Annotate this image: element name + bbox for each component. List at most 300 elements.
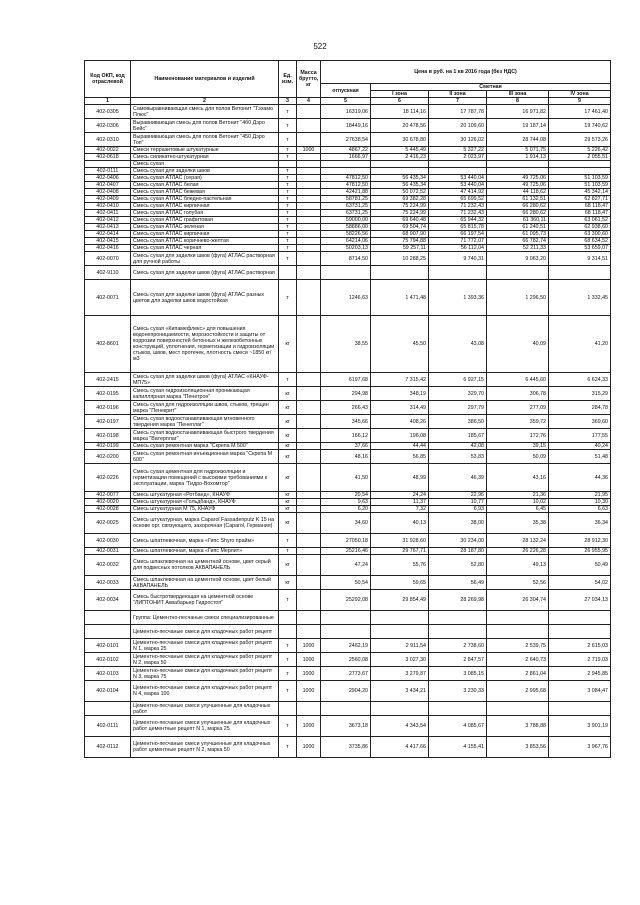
row-code: 402-0102 [85,653,131,667]
row-name: Смесь шпатлевочная, марка «Гипс Мерлит» [131,548,279,555]
col-num: 6 [371,98,429,105]
row-price-zone-4: 2 719,03 [549,653,611,667]
row-price-zone-2: 9 740,31 [429,252,487,266]
row-code: 402-0034 [85,590,131,611]
row-price-zone-4: 44,36 [549,464,611,492]
row-price-zone-1: 56,85 [371,450,429,464]
row-price-zone-3: 19 187,14 [487,119,549,133]
row-price-zone-1 [371,702,429,716]
row-price-otpusk: 16319,06 [321,105,371,119]
row-code: 402-0104 [85,681,131,702]
row-price-zone-3 [487,168,549,175]
col-num: 1 [85,98,131,105]
row-price-zone-2: 30 126,02 [429,133,487,147]
table-row [85,175,611,182]
row-price-zone-4: 68 634,52 [549,238,611,245]
row-price-zone-3: 61 360,11 [487,217,549,224]
row-unit: т [279,737,297,758]
table-row [85,266,611,280]
row-unit: т [279,238,297,245]
row-price-otpusk: 48,16 [321,450,371,464]
row-price-zone-4: 40,24 [549,443,611,450]
row-price-zone-2: 17 787,78 [429,105,487,119]
row-price-zone-3: 2 539,75 [487,639,549,653]
row-code: 402-0195 [85,387,131,401]
row-mass [297,217,321,224]
row-mass [297,266,321,280]
table-row [85,217,611,224]
row-price-zone-4: 21,95 [549,492,611,499]
row-price-otpusk: 2904,20 [321,681,371,702]
row-price-zone-3: 10,02 [487,499,549,506]
row-price-zone-1: 29 854,49 [371,590,429,611]
row-price-zone-4: 29 573,26 [549,133,611,147]
row-name: Смесь шпаклевочная на цементной основе, цвет белый АКВАПАНЕЛЬ [131,576,279,590]
row-name: Цементно-песчаные смеси для кладочных работ рецепт N 3, марка 75 [131,667,279,681]
row-price-zone-3: 61 240,51 [487,224,549,231]
row-code: 402-0310 [85,133,131,147]
row-price-zone-4: 50,49 [549,555,611,576]
row-name: Смесь сухая для заделки швов [131,168,279,175]
row-price-otpusk: 266,43 [321,401,371,415]
row-mass [297,611,321,625]
row-name: Цементно-песчаные смеси улучшенные для кладочных работ цементные рецепт N 2, марка 50 [131,737,279,758]
row-price-otpusk: 59000,00 [321,217,371,224]
row-name: Смесь сухая ремонтная марка "Скрепа М 500" [131,443,279,450]
row-price-zone-3: 61 095,73 [487,231,549,238]
row-price-zone-2: 1 393,36 [429,280,487,316]
row-price-zone-2: 4 155,41 [429,737,487,758]
row-price-zone-1: 10 288,25 [371,252,429,266]
row-unit: кг [279,513,297,534]
row-price-otpusk: 27638,54 [321,133,371,147]
row-mass [297,133,321,147]
row-price-zone-3: 49,13 [487,555,549,576]
row-price-zone-3: 359,72 [487,415,549,429]
row-price-zone-1: 69 640,48 [371,217,429,224]
row-price-zone-1: 4 343,54 [371,716,429,737]
row-price-zone-1: 7 315,42 [371,373,429,387]
row-price-zone-2: 6 927,15 [429,373,487,387]
row-price-zone-3: 3 853,56 [487,737,549,758]
row-unit: т [279,667,297,681]
row-price-zone-1: 3 279,87 [371,667,429,681]
row-price-zone-2: 3 085,15 [429,667,487,681]
row-name: Цементно-песчаные смеси улучшенные для кладочных работ цементные рецепт N 1, марка 25 [131,716,279,737]
row-mass [297,401,321,415]
row-mass [297,513,321,534]
row-code: 402-0111 [85,716,131,737]
row-unit: т [279,231,297,238]
row-price-zone-2: 46,39 [429,464,487,492]
row-price-otpusk: 42421,88 [321,189,371,196]
row-price-zone-1: 68 907,90 [371,231,429,238]
row-price-otpusk [321,611,371,625]
row-code: 402-0020 [85,499,131,506]
row-mass: 1000 [297,653,321,667]
table-row [85,373,611,387]
table-row [85,182,611,189]
row-name: Выравнивающая смесь для полов Ветонит "4б0 Дэро Бейс" [131,119,279,133]
row-price-otpusk: 38,55 [321,316,371,373]
row-price-zone-2: 28 269,98 [429,590,487,611]
row-price-zone-4: 2 055,51 [549,154,611,161]
row-mass [297,196,321,203]
row-code: 402-0071 [85,280,131,316]
row-name: Смесь шпаклевочная на цементной основе, цвет серый для подвесных потолков АКВАПАНЕЛЬ [131,555,279,576]
row-price-otpusk: 4867,22 [321,147,371,154]
row-unit: кг [279,450,297,464]
row-name: Смесь штукатурная, марка Caparol Fassadenputz K 15 на основе орг. связующего, захорочная (Caparol, Германия) [131,513,279,534]
row-price-otpusk: 63731,25 [321,210,371,217]
row-price-zone-4: 62 938,60 [549,224,611,231]
col-num: 9 [549,98,611,105]
row-price-otpusk: 2462,19 [321,639,371,653]
row-mass [297,625,321,639]
row-code: 402-0030 [85,534,131,548]
row-price-zone-3: 306,78 [487,387,549,401]
row-price-otpusk: 34,60 [321,513,371,534]
row-price-otpusk: 1246,63 [321,280,371,316]
row-name: Смесь сухая гидроизоляционная проникающая капиллярная марка "Пенетрон" [131,387,279,401]
row-mass [297,119,321,133]
row-price-zone-3: 44 118,62 [487,189,549,196]
row-price-zone-3: 26 226,28 [487,548,549,555]
table-row [85,667,611,681]
row-price-zone-3 [487,161,549,168]
row-price-zone-1 [371,625,429,639]
table-row [85,576,611,590]
row-code: 402-0196 [85,401,131,415]
row-price-zone-3: 40,09 [487,316,549,373]
table-row [85,147,611,154]
row-price-zone-4: 62 827,71 [549,196,611,203]
row-price-zone-4 [549,168,611,175]
row-price-zone-1: 196,08 [371,429,429,443]
row-price-zone-1: 30 678,80 [371,133,429,147]
row-unit: кг [279,499,297,506]
table-row [85,245,611,252]
row-price-zone-2 [429,168,487,175]
row-price-zone-4: 51 103,59 [549,175,611,182]
row-price-zone-1: 75 224,99 [371,203,429,210]
row-name: Смесь сухая цементная для гидроизоляции и герметизации помещений с высокими требованиями к эксплуатации, марка "Гидро-Вохомтор" [131,464,279,492]
row-code: 402-0199 [85,443,131,450]
row-price-zone-2: 53 440,04 [429,182,487,189]
row-price-otpusk: 47812,50 [321,182,371,189]
row-mass: 1000 [297,737,321,758]
row-code [85,611,131,625]
row-unit: кг [279,401,297,415]
row-price-zone-4 [549,266,611,280]
row-price-zone-4: 3 084,47 [549,681,611,702]
row-price-zone-2: 38,00 [429,513,487,534]
row-price-zone-3: 49 725,06 [487,182,549,189]
row-price-zone-1: 3 434,21 [371,681,429,702]
row-price-zone-1 [371,161,429,168]
table-row [85,415,611,429]
row-name: Смесь штукатурная М 75, КНАУФ [131,506,279,513]
row-price-zone-3: 28 744,08 [487,133,549,147]
row-price-zone-3: 66 782,74 [487,238,549,245]
table-row [85,555,611,576]
row-price-otpusk: 58886,00 [321,224,371,231]
table-row [85,513,611,534]
row-price-zone-4: 68 118,47 [549,203,611,210]
row-price-otpusk: 345,66 [321,415,371,429]
row-price-otpusk: 27050,18 [321,534,371,548]
column-numbers-row [85,98,611,105]
row-price-zone-2: 66 197,54 [429,231,487,238]
row-price-otpusk: 63731,25 [321,203,371,210]
row-unit: кг [279,316,297,373]
table-row [85,716,611,737]
row-price-zone-2: 10,77 [429,499,487,506]
row-price-zone-2: 53 440,04 [429,175,487,182]
row-price-zone-4: 177,55 [549,429,611,443]
row-price-zone-1: 314,49 [371,401,429,415]
row-price-zone-2: 3 230,33 [429,681,487,702]
row-price-zone-4: 3 901,19 [549,716,611,737]
header-unit: Ед. изм. [279,61,297,98]
row-price-zone-2: 28 187,80 [429,548,487,555]
row-price-zone-2: 43,08 [429,316,487,373]
table-row [85,387,611,401]
row-mass: 1000 [297,716,321,737]
header-code: Код ОКП, код отраслевой [85,61,131,98]
table-row [85,189,611,196]
table-row [85,506,611,513]
row-mass [297,238,321,245]
row-unit: кг [279,387,297,401]
row-price-zone-4 [549,611,611,625]
row-price-otpusk: 25216,46 [321,548,371,555]
row-name: Смесь сухая водоостанавливающая мгновенного твердения марка "Пенеплаг" [131,415,279,429]
row-price-zone-1: 2 911,54 [371,639,429,653]
row-name: Цементно-песчаные смеси для кладочных работ рецепт [131,625,279,639]
row-price-zone-1: 55,76 [371,555,429,576]
row-code: 402-0409 [85,196,131,203]
row-price-zone-1: 75 224,99 [371,210,429,217]
row-price-zone-2: 297,79 [429,401,487,415]
row-code: 402-0103 [85,667,131,681]
row-name: Смесь штукатурная «Гольдбанд», КНАУФ [131,499,279,506]
row-code: 402-0306 [85,119,131,133]
row-price-zone-1: 348,19 [371,387,429,401]
row-unit: кг [279,555,297,576]
row-unit: кг [279,443,297,450]
header-smet: Сметная [371,84,611,91]
col-num: 3 [279,98,297,105]
row-price-zone-3 [487,266,549,280]
row-price-zone-4: 28 912,30 [549,534,611,548]
row-name: Смесь сухая ремонтная инъекционная марка "Скрепа М 600" [131,450,279,464]
row-code [85,161,131,168]
row-price-zone-4: 6 624,33 [549,373,611,387]
row-price-zone-1: 24,24 [371,492,429,499]
row-code: 402-0413 [85,224,131,231]
row-price-otpusk: 8714,50 [321,252,371,266]
row-name: Самовыравнивающая смесь для полов Ветонит "Тэхамо Плюс" [131,105,279,119]
row-code: 402-0077 [85,492,131,499]
row-unit: т [279,548,297,555]
row-price-otpusk: 58226,56 [321,231,371,238]
row-price-zone-1: 50 072,52 [371,189,429,196]
row-price-zone-2: 2 847,57 [429,653,487,667]
row-price-zone-1 [371,168,429,175]
row-price-otpusk: 20,54 [321,492,371,499]
row-price-zone-1: 59 257,11 [371,245,429,252]
row-mass [297,387,321,401]
row-price-otpusk [321,266,371,280]
row-code [85,702,131,716]
row-price-zone-4: 2 615,03 [549,639,611,653]
row-price-zone-4 [549,702,611,716]
row-price-otpusk: 3673,18 [321,716,371,737]
row-unit [279,625,297,639]
table-row [85,119,611,133]
row-price-zone-3: 1 914,13 [487,154,549,161]
row-price-zone-4: 315,29 [549,387,611,401]
row-unit: т [279,210,297,217]
table-row [85,625,611,639]
row-price-zone-4: 51,48 [549,450,611,464]
row-name: Смесь сухая АТЛАС голубая [131,210,279,217]
row-price-zone-3: 49 725,06 [487,175,549,182]
header-zone-3: III зона [487,91,549,98]
table-row [85,203,611,210]
table-row [85,499,611,506]
header-zone-2: II зона [429,91,487,98]
row-name: Группа: Цементно-песчаные смеси специализированные [131,611,279,625]
row-price-zone-4 [549,161,611,168]
row-unit: т [279,245,297,252]
table-row [85,450,611,464]
row-mass [297,450,321,464]
row-mass [297,105,321,119]
row-code: 402-0226 [85,464,131,492]
table-row [85,639,611,653]
row-name: Смесь сухая для заделки швов (фуга) АТЛАС растворная [131,266,279,280]
row-name: Смесь сухая для заделки швов (фуга) АТЛАС разных цветов для заделки швов водостойкая [131,280,279,316]
row-price-zone-2: 71 232,43 [429,203,487,210]
row-mass [297,161,321,168]
table-row [85,401,611,415]
row-mass [297,590,321,611]
row-unit: т [279,105,297,119]
row-mass [297,464,321,492]
row-price-zone-2: 65 944,32 [429,217,487,224]
row-name: Цементно-песчаные смеси для кладочных работ рецепт N 1, марка 25 [131,639,279,653]
row-price-zone-3: 66 280,62 [487,210,549,217]
row-mass: 1000 [297,667,321,681]
row-price-otpusk: 58781,25 [321,196,371,203]
row-price-zone-4: 6,63 [549,506,611,513]
row-code: 402-0101 [85,639,131,653]
row-unit [279,266,297,280]
row-price-zone-3: 6,45 [487,506,549,513]
table-row [85,252,611,266]
row-mass [297,429,321,443]
table-row [85,429,611,443]
col-num: 5 [321,98,371,105]
row-price-zone-2: 65 815,78 [429,224,487,231]
row-price-zone-3 [487,611,549,625]
row-name: Смесь сухая «Кипамефлекс» для повышения водонепроницаемости, морозостойкости и защиты от коррозии поверхностей бетонных и железобетонных конструкций, уплотнения, герметизации и гидроизоляции стыков, швов, мест протечек, плотность смеси ~1850 кг/м3 [131,316,279,373]
row-unit: т [279,147,297,154]
table-row [85,443,611,450]
header-otpusk: отпускная [321,84,371,98]
row-unit: т [279,182,297,189]
table-row [85,316,611,373]
table-row [85,464,611,492]
row-price-otpusk [321,168,371,175]
row-code: 402-9110 [85,266,131,280]
row-code: 402-0112 [85,737,131,758]
row-name: Смесь быстротвердеющая на цементной основе "ЛИПТОНИТ Аквабарьер Гидростоп" [131,590,279,611]
row-price-zone-1: 56 435,34 [371,175,429,182]
row-price-zone-1: 45,50 [371,316,429,373]
row-price-otpusk: 50,54 [321,576,371,590]
row-price-zone-3: 21,36 [487,492,549,499]
row-unit: т [279,119,297,133]
row-unit: т [279,133,297,147]
row-price-zone-2: 52,80 [429,555,487,576]
row-price-zone-1: 408,26 [371,415,429,429]
row-price-zone-2: 56,49 [429,576,487,590]
row-code: 402-0070 [85,252,131,266]
row-price-zone-1: 29 767,71 [371,548,429,555]
row-code: 402-0033 [85,576,131,590]
row-mass [297,252,321,266]
row-price-zone-3: 6 445,60 [487,373,549,387]
row-name: Смесь сухая для гидроизоляции швов, стыков, трещин марка "Пенекрит" [131,401,279,415]
row-price-zone-1: 2 416,23 [371,154,429,161]
row-unit: т [279,716,297,737]
row-name: Смесь сухая АТЛАС зеленая [131,224,279,231]
row-price-otpusk: 2560,08 [321,653,371,667]
row-price-zone-3: 3 788,88 [487,716,549,737]
row-unit: т [279,224,297,231]
row-unit: т [279,154,297,161]
row-name: Смесь сухая [131,161,279,168]
table-row [85,133,611,147]
row-price-otpusk: 41,50 [321,464,371,492]
row-price-zone-3: 26 304,74 [487,590,549,611]
row-code: 402-0032 [85,555,131,576]
row-mass [297,210,321,217]
header-zone-4: IV зона [549,91,611,98]
row-price-zone-3: 39,15 [487,443,549,450]
row-price-zone-1: 4 417,66 [371,737,429,758]
row-price-zone-4: 41,20 [549,316,611,373]
table-row [85,590,611,611]
row-unit [279,611,297,625]
row-mass [297,576,321,590]
row-price-zone-2: 47 414,92 [429,189,487,196]
row-price-otpusk: 166,12 [321,429,371,443]
row-price-zone-2 [429,611,487,625]
row-price-zone-4: 53 659,07 [549,245,611,252]
row-mass [297,373,321,387]
row-price-zone-4: 63 061,52 [549,217,611,224]
row-code: 402-0411 [85,210,131,217]
table-row [85,105,611,119]
row-price-zone-2: 185,67 [429,429,487,443]
row-unit: т [279,534,297,548]
row-mass [297,534,321,548]
row-mass [297,506,321,513]
